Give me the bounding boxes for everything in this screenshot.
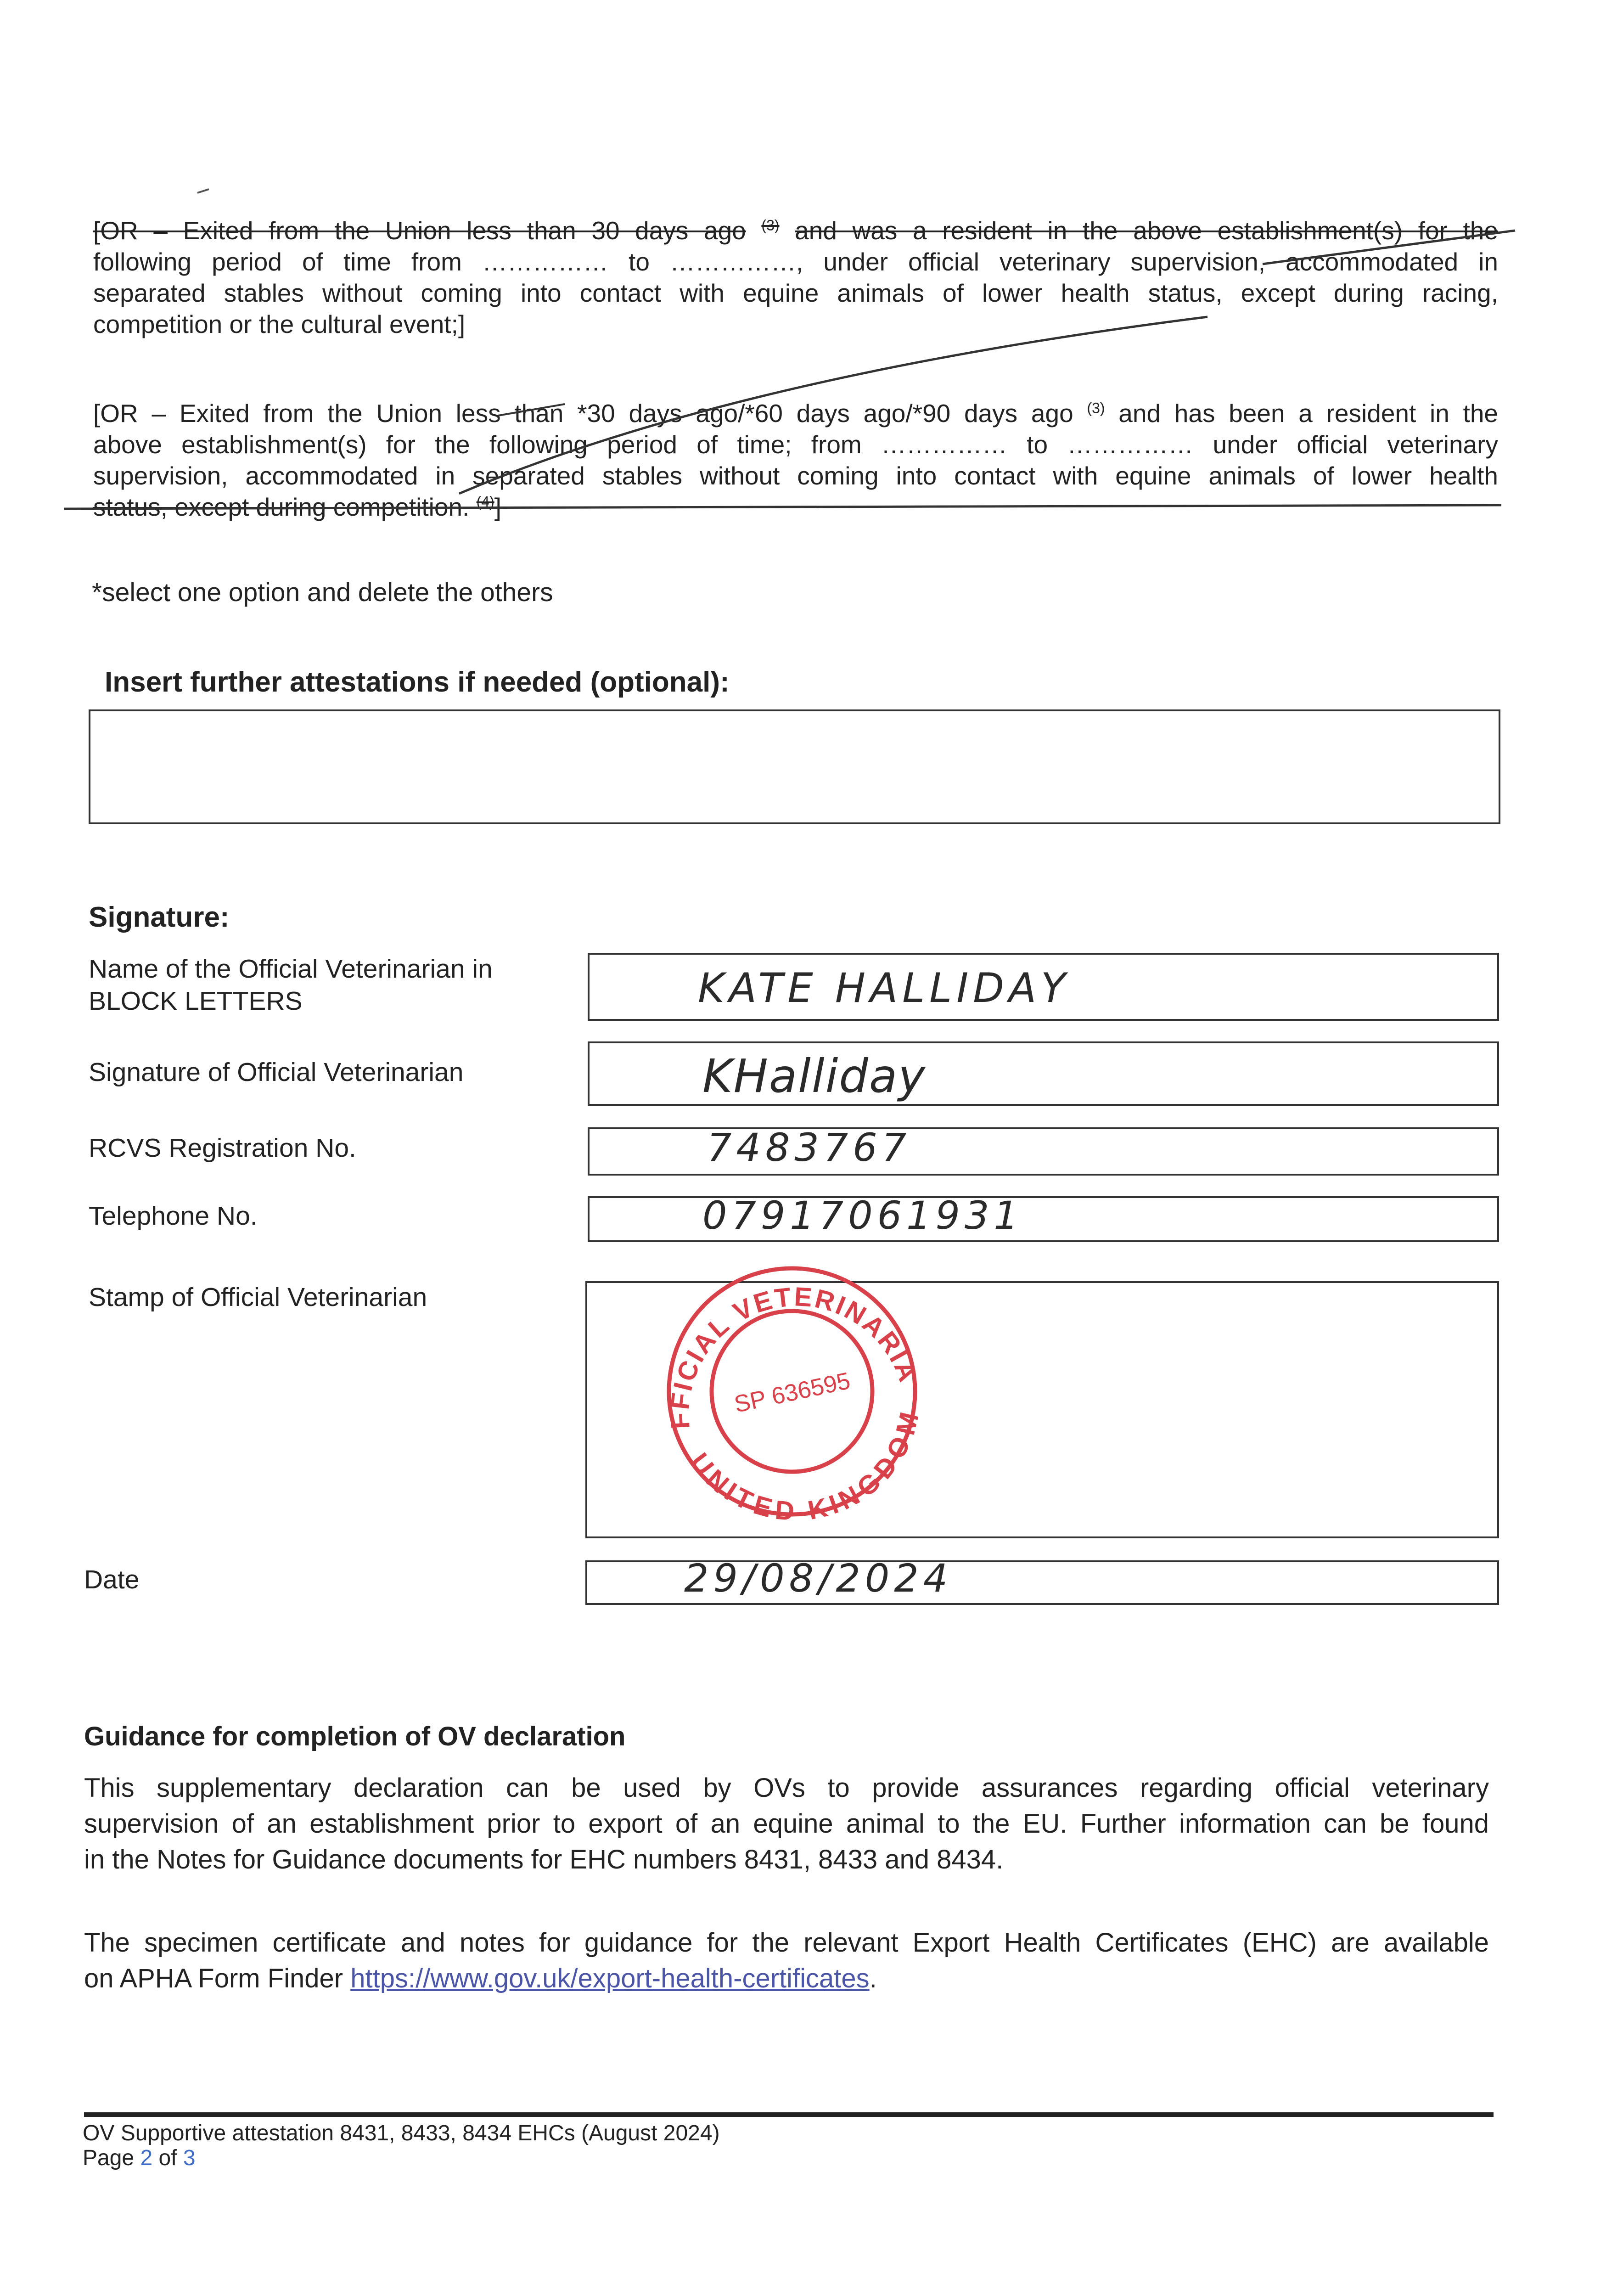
guidance-paragraph-1 xyxy=(84,1770,1489,1878)
footer-page-number xyxy=(83,2145,196,2171)
option-1-line-1-end: and was a resident in the above establishment(s) for the xyxy=(795,216,1498,245)
option-1-line-1-text: [OR – Exited from the Union less than 30 days ago xyxy=(93,216,746,245)
stamp-number: SP 636595 xyxy=(732,1367,853,1418)
option-2-line-3: supervision, accommodated in separated stables without coming into contact with equine animals of lower health xyxy=(93,461,1498,490)
option-2-line-1-end: and has been a resident in the xyxy=(1118,399,1499,428)
name-label-line-2: BLOCK LETTERS xyxy=(89,986,303,1016)
date-label: Date xyxy=(84,1565,140,1594)
date-handwritten-value: 29/08/2024 xyxy=(684,1556,953,1601)
stamp-text-bottom: UNITED KINGDOM xyxy=(684,1407,925,1527)
option-2-line-1-sup: (3) xyxy=(1087,400,1105,416)
guidance-p2-prefix: on APHA Form Finder xyxy=(84,1964,343,1993)
select-option-note: *select one option and delete the others xyxy=(92,578,553,607)
name-label-line-1: Name of the Official Veterinarian in xyxy=(89,954,493,984)
phone-handwritten-value: 07917061931 xyxy=(702,1193,1023,1238)
page-of: of xyxy=(158,2146,177,2170)
guidance-p1-line-3: in the Notes for Guidance documents for EHC numbers 8431, 8433 and 8434. xyxy=(84,1845,1004,1874)
footer-doc-ref: OV Supportive attestation 8431, 8433, 8434 EHCs (August 2024) xyxy=(83,2121,720,2145)
guidance-p1-line-1: This supplementary declaration can be used by OVs to provide assurances regarding official veterinary xyxy=(84,1773,1489,1803)
rcvs-handwritten-value: 7483767 xyxy=(707,1125,911,1170)
stamp-label: Stamp of Official Veterinarian xyxy=(89,1283,427,1312)
guidance-p2-line-2 xyxy=(84,1961,1489,1997)
option-2-line-1-text: [OR – Exited from the Union less than *30 days ago/*60 days ago/*90 days ago xyxy=(93,399,1073,428)
attestations-heading: Insert further attestations if needed (optional): xyxy=(105,666,730,698)
guidance-p2-line-1: The specimen certificate and notes for guidance for the relevant Export Health Certificates (EHC) are available xyxy=(84,1928,1489,1958)
svg-text:UNITED KINGDOM xyxy=(682,1402,943,1549)
signature-label: Signature of Official Veterinarian xyxy=(89,1058,464,1087)
option-1-line-4: competition or the cultural event;] xyxy=(93,310,466,338)
rcvs-label: RCVS Registration No. xyxy=(89,1133,356,1163)
signature-handwritten-value: KHalliday xyxy=(702,1049,927,1103)
export-health-certificates-link[interactable]: https://www.gov.uk/export-health-certificates xyxy=(350,1964,870,1993)
footer-rule xyxy=(84,2112,1494,2117)
option-1-line-2: following period of time from …………… to ……………, under official veterinary supervision, accommodated in xyxy=(93,248,1498,276)
option-1-line-3: separated stables without coming into contact with equine animals of lower health status, except during racing, xyxy=(93,279,1498,307)
guidance-heading: Guidance for completion of OV declaration xyxy=(84,1722,626,1751)
page-word: Page xyxy=(83,2146,135,2170)
phone-label: Telephone No. xyxy=(89,1201,258,1231)
name-handwritten-value: KATE HALLIDAY xyxy=(698,964,1070,1012)
option-1-line-1-sup: (3) xyxy=(761,217,780,234)
stamp-text-top: OFFICIAL VETERINARIAN xyxy=(664,1282,924,1430)
option-2-line-2: above establishment(s) for the following period of time; from …………… to …………… under official veterinary xyxy=(93,430,1498,459)
page-total: 3 xyxy=(183,2146,196,2170)
guidance-p2-suffix: . xyxy=(869,1964,877,1993)
signature-heading: Signature: xyxy=(89,901,230,933)
svg-text:OFFICIAL VETERINARIAN xyxy=(0,0,925,1576)
option-2-line-4-end: ] xyxy=(494,493,502,521)
guidance-p1-line-2: supervision of an establishment prior to export of an equine animal to the EU. Further information can be found xyxy=(84,1809,1489,1839)
option-2-line-4-text: status, except during competition. xyxy=(93,493,470,521)
page-current: 2 xyxy=(140,2146,153,2170)
guidance-paragraph-2 xyxy=(84,1925,1489,1997)
option-2-line-4-sup: (4) xyxy=(476,493,494,510)
